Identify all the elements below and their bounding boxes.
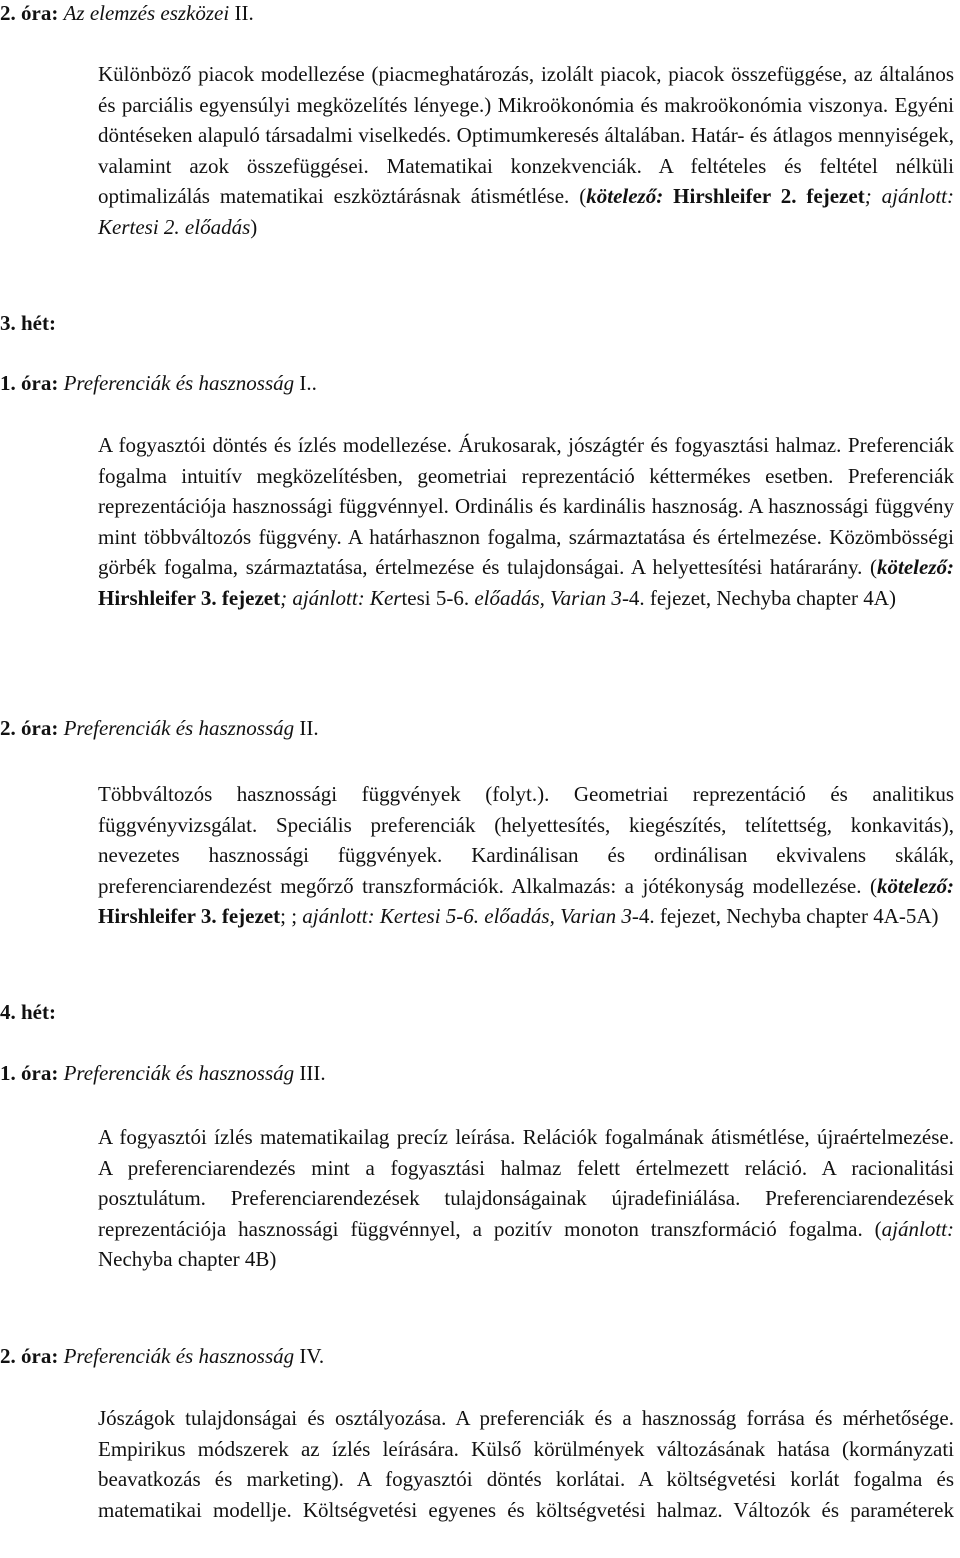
lesson-label: 2. óra: xyxy=(0,716,59,740)
lesson-suffix: IV. xyxy=(294,1344,325,1368)
lesson-title: Preferenciák és hasznosság xyxy=(63,371,295,395)
lesson-suffix: II. xyxy=(229,1,254,25)
text-run: -4. fejezet, Nechyba chapter 4A-5A) xyxy=(631,904,939,928)
text-run-italic: előadás, Varian 3 xyxy=(474,585,622,610)
text-run-italic: ajánlott: Kertesi 5-6. előadás, Varian 3 xyxy=(302,904,632,928)
lesson-suffix: III. xyxy=(294,1061,326,1085)
lesson-title: Preferenciák és hasznosság xyxy=(63,1344,295,1368)
lesson-description xyxy=(98,1122,954,1275)
text-run-italic: ; ajánlott: Ker xyxy=(280,585,402,610)
text-run-bold: Hirshleifer 3. fejezet xyxy=(98,585,281,610)
text-run-italic: ; ajánlott: Kertesi 2. előadás xyxy=(98,184,954,239)
text-run: A fogyasztói ízlés matematikailag precíz leírása. Relációk fogalmának átismétlése, újraértelmezése. A preferenciarendezés mint a fogyasztási halmaz felett értelmezett reláció. A racionalitási posztulátum. Preferenciarendezések tulajdonságainak újradefiniálása. Preferenciarendezések reprezentációja hasznossági függvénnyel, a pozitív monoton transzformáció fogalma. ( xyxy=(98,1125,954,1241)
lesson-heading xyxy=(0,373,317,394)
text-run-bold: Hirshleifer 2. fejezet xyxy=(663,184,865,208)
text-run: ) xyxy=(250,214,258,239)
week-heading: 4. hét: xyxy=(0,1000,56,1024)
week-heading: 3. hét: xyxy=(0,311,56,335)
text-run: Jószágok tulajdonságai és osztályozása. A preferenciák és a hasznosság forrása és mérhetősége. Empirikus módszerek az ízlés leírására. Külső körülmények változásának hatása (kormányzati beavatkozás és marketing). A fogyasztói döntés korlátai. A költségvetési korlát fogalma és matematikai modellje. Költségvetési egyenes és költségvetési halmaz. Változók és paraméterek xyxy=(98,1406,954,1522)
lesson-title: Az elemzés eszközei xyxy=(63,1,230,25)
lesson-description xyxy=(98,1403,954,1525)
text-run: A fogyasztói döntés és ízlés modellezése. Árukosarak, jószágtér és fogyasztási halmaz. Preferenciák fogalma intuitív megközelítésben, geometriai reprezentáció kéttermékes esetben. Preferenciák reprezentációja hasznossági függvénnyel. Ordinális és kardinális hasznoság. A hasznossági függvény mint többváltozós függvény. A határhasznon fogalma, származtatása és értelmezése. Közömbösségi görbék fogalma, származtatása, értelmezése és tulajdonságai. A helyettesítési határarány. ( xyxy=(98,433,954,579)
lesson-heading xyxy=(0,1063,326,1084)
text-run: Különböző piacok modellezése (piacmeghatározás, izolált piacok, piacok összefüggése, az általános és parciális egyensúlyi megközelítés lényege.) Mikroökonómia és makroökonómia viszonya. Egyéni döntéseken alapuló társadalmi viselkedés. Optimumkeresés általában. Határ- és átlagos mennyiségek, valamint azok összefüggései. Matematikai konzekvenciák. A feltételes és feltétel nélküli optimalizálás matematikai eszköztárásnak átismétlése. ( xyxy=(98,62,954,208)
lesson-description xyxy=(98,430,954,613)
lesson-label: 2. óra: xyxy=(0,1344,59,1368)
text-run: Nechyba chapter 4B) xyxy=(98,1247,277,1271)
text-run-bold-italic: kötelező: xyxy=(877,873,954,898)
lesson-description xyxy=(98,59,954,242)
text-run-bold-italic: kötelező: xyxy=(877,555,954,579)
lesson-label: 1. óra: xyxy=(0,371,59,395)
lesson-heading xyxy=(0,718,319,739)
lesson-label: 2. óra: xyxy=(0,1,59,25)
text-run: Többváltozós hasznossági függvények (folyt.). Geometriai reprezentáció és analitikus függvényvizsgálat. Speciális preferenciák (helyettesítés, kiegészítés, telítettség, konkavitás), nevezetes hasznossági függvények. Kardinálisan és ordinálisan ekvivalens skálák, preferenciarendezést megőrző transzformációk. Alkalmazás: a jótékonyság modellezése. ( xyxy=(98,782,954,898)
lesson-suffix: II. xyxy=(294,716,319,740)
lesson-label: 1. óra: xyxy=(0,1061,59,1085)
lesson-description xyxy=(98,779,954,932)
text-run: ; ; xyxy=(280,904,303,928)
lesson-suffix: I.. xyxy=(294,371,317,395)
text-run-italic: ajánlott: xyxy=(881,1216,954,1241)
text-run: -4. fejezet, Nechyba chapter 4A) xyxy=(621,585,896,610)
lesson-title: Preferenciák és hasznosság xyxy=(63,1061,295,1085)
text-run-bold: Hirshleifer 3. fejezet xyxy=(98,904,281,928)
text-run: tesi 5-6. xyxy=(401,585,475,610)
lesson-heading xyxy=(0,1346,324,1367)
text-run-bold-italic: kötelező: xyxy=(586,184,664,208)
lesson-heading xyxy=(0,3,254,24)
lesson-title: Preferenciák és hasznosság xyxy=(63,716,295,740)
